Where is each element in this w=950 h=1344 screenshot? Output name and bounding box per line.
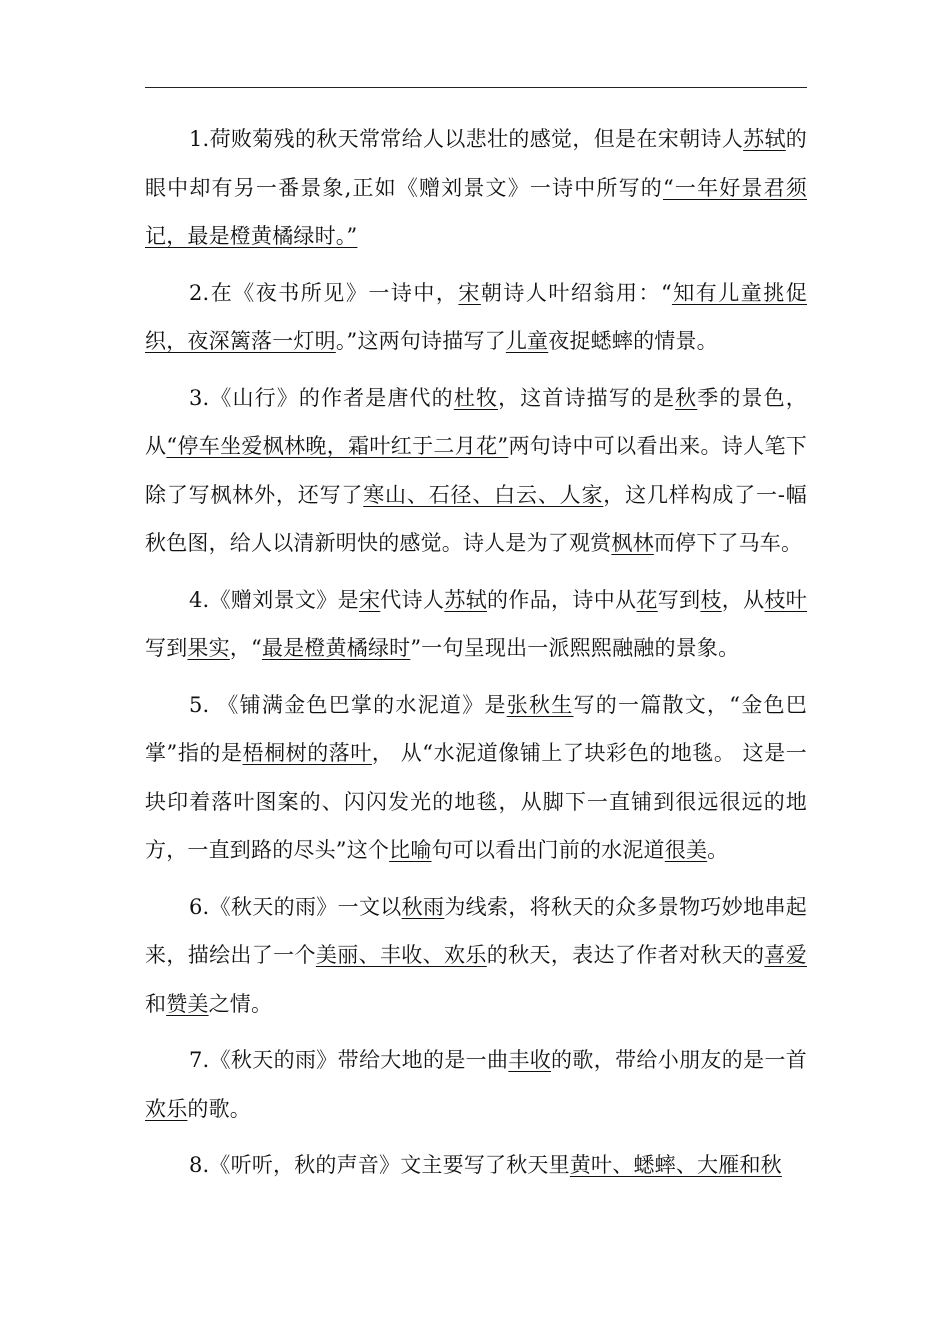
text-run: 之情。: [208, 991, 273, 1016]
underlined-answer: 宋: [358, 587, 381, 612]
header-rule: [145, 87, 807, 88]
underlined-answer: 喜爱: [764, 943, 807, 967]
text-run: 季的景色，从: [145, 385, 808, 458]
underlined-answer: 美丽、丰收、欢乐: [315, 943, 487, 967]
paragraph-8: [145, 1141, 807, 1190]
text-run: 两句诗中可以看出来。诗人笔下除了写枫林外，还写了: [145, 434, 807, 507]
paragraph-5: [145, 681, 807, 875]
text-run: 8.《听听，秋的声音》文主要写了秋天里: [189, 1153, 570, 1177]
underlined-answer: 张秋生: [506, 692, 574, 717]
underlined-answer: 枫林: [611, 531, 654, 555]
underlined-answer: 比喻: [389, 838, 432, 862]
text-run: ，从: [721, 587, 765, 612]
text-run: 的眼中却有另一番景象,正如《赠刘景文》一诗中所写的: [145, 127, 807, 200]
underlined-answer: 杜牧: [453, 385, 499, 410]
underlined-answer: 秋: [675, 385, 698, 410]
text-run: 。: [707, 838, 729, 862]
text-run: 2.在《夜书所见》一诗中，: [189, 280, 459, 305]
underlined-answer: 苏轼: [743, 127, 786, 151]
paragraph-4: [145, 576, 807, 673]
text-run: 句可以看出门前的水泥道: [431, 838, 665, 862]
underlined-answer: 赞美: [166, 991, 209, 1016]
document-body: [145, 115, 807, 1198]
text-run: 1.荷败菊残的秋天常常给人以悲壮的感觉，但是在宋朝诗人: [189, 127, 744, 151]
underlined-answer: 黄叶、蟋蟀、大雁和秋: [569, 1153, 782, 1177]
text-run: 为线索，将秋天的众多景物巧妙地串起来，描绘出了一个: [145, 894, 807, 967]
underlined-answer: 秋雨: [401, 894, 445, 919]
underlined-answer: 最是橙黄橘绿时: [261, 636, 411, 660]
paragraph-6: [145, 883, 807, 1029]
paragraph-2: [145, 269, 807, 366]
underlined-answer: 梧桐树的落叶: [242, 741, 372, 765]
text-run: 的秋天，表达了作者对秋天的: [486, 943, 765, 967]
underlined-answer: 花: [636, 587, 658, 612]
paragraph-3: [145, 374, 807, 568]
text-run: ，这几样构成了一-幅秋色图，给人以清新明快的感觉。诗人是为了观赏: [145, 482, 807, 555]
underlined-answer: 儿童: [505, 329, 549, 353]
text-run: ”一句呈现出一派熙熙融融的景象。: [410, 636, 740, 660]
underlined-answer: 很美: [664, 838, 708, 862]
text-run: 的歌，带给小朋友的是一首: [551, 1048, 807, 1072]
text-run: 6.《秋天的雨》一文以: [189, 894, 402, 919]
underlined-answer: “一年好景君须记，最是橙黄橘绿时。”: [145, 175, 807, 248]
text-run: ，“: [229, 636, 262, 660]
text-run: ， 从“水泥道像铺上了块彩色的地毯。 这是一块印着落叶图案的、闪闪发光的地毯，从脚下一直铺到很远很远的地方，一直到路的尽头”这个: [145, 741, 807, 862]
text-run: 而停下了马车。: [653, 531, 803, 555]
underlined-answer: 苏轼: [444, 587, 488, 612]
text-run: 3.《山行》的作者是唐代的: [189, 385, 454, 410]
text-run: 的作品，诗中从: [487, 587, 637, 612]
text-run: 写到: [145, 636, 188, 660]
text-run: 朝诗人叶绍翁用：“: [480, 280, 672, 305]
underlined-answer: 知有儿童挑促织，夜深篱落一灯明: [145, 280, 807, 353]
underlined-answer: 宋: [458, 280, 481, 305]
text-run: ，这首诗描写的是: [498, 385, 676, 410]
text-run: 夜捉蟋蟀的情景。: [548, 329, 718, 353]
paragraph-7: [145, 1036, 807, 1133]
text-run: 写的一篇散文，“金色巴掌”指的是: [145, 692, 808, 765]
text-run: 写到: [657, 587, 701, 612]
underlined-answer: “停车坐爱枫林晚，霜叶红于二月花”: [166, 434, 509, 458]
underlined-answer: 枝叶: [764, 587, 808, 612]
underlined-answer: 寒山、石径、白云、人家: [363, 482, 604, 507]
underlined-answer: 枝: [700, 587, 722, 612]
text-run: 5. 《铺满金色巴掌的水泥道》是: [189, 692, 507, 717]
paragraph-1: [145, 115, 807, 261]
underlined-answer: 丰收: [508, 1048, 552, 1072]
text-run: 4.《赠刘景文》是: [189, 587, 359, 612]
underlined-answer: 果实: [187, 636, 230, 660]
text-run: 的歌。: [187, 1096, 252, 1121]
text-run: 。”这两句诗描写了: [335, 329, 506, 353]
text-run: 7.《秋天的雨》带给大地的是一曲: [189, 1048, 509, 1072]
text-run: 和: [145, 991, 167, 1016]
text-run: 代诗人: [380, 587, 445, 612]
underlined-answer: 欢乐: [145, 1096, 188, 1121]
